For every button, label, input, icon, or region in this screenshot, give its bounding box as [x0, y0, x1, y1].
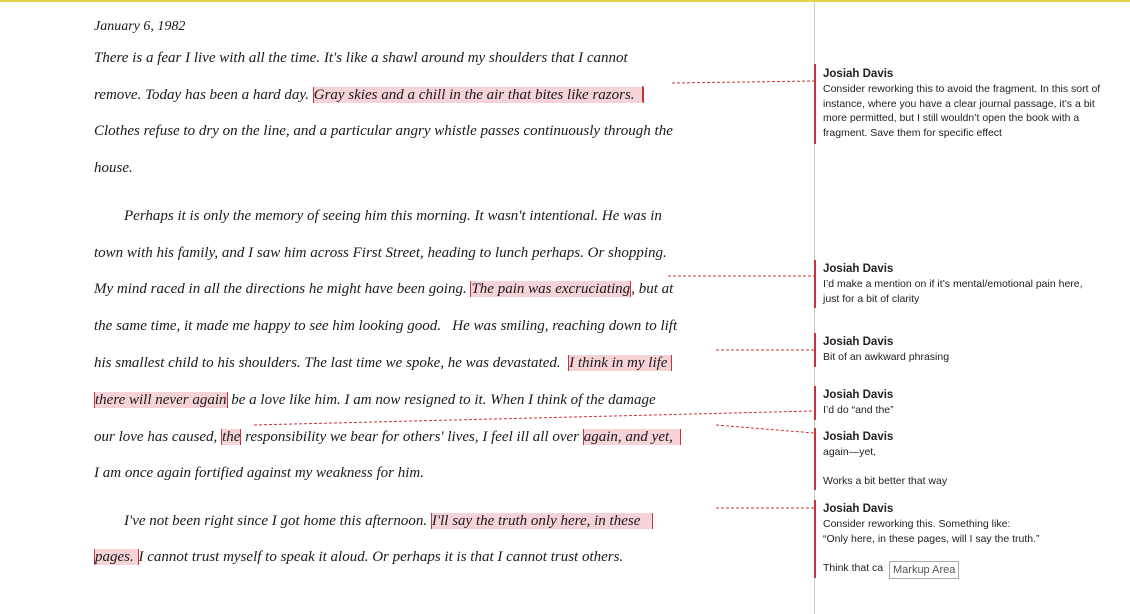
comment-text: again—yet, [823, 446, 877, 458]
comment-bar-1 [814, 64, 816, 144]
comment-text: more permitted, but I still wouldn’t open the book with a [823, 112, 1080, 124]
comment-bar-2 [814, 260, 816, 308]
comment-bar-6 [814, 500, 816, 578]
text-line-14[interactable]: pages. I cannot trust myself to speak it aloud. Or perhaps it is that I cannot trust others. [95, 549, 624, 565]
comment-bar-3 [814, 333, 816, 367]
comment-anchor-4[interactable]: the [222, 429, 241, 445]
journal-date: January 6, 1982 [94, 19, 186, 34]
text-line-12[interactable]: I am once again fortified against my weakness for him. [94, 465, 424, 481]
markup-area-tooltip: Markup Area [889, 561, 959, 579]
comment-text: fragment. Save them for specific effect [823, 126, 1002, 139]
text-line-1[interactable]: There is a fear I live with all the time. It's like a shawl around my shoulders that I cannot [94, 50, 628, 66]
comment-text [823, 460, 947, 475]
text-line-9[interactable]: his smallest child to his shoulders. The last time we spoke, he was devastated. I think in my life [94, 355, 672, 371]
comment-4[interactable] [823, 388, 894, 418]
text-line-8[interactable]: the same time, it made me happy to see him looking good. He was smiling, reaching down to lift [94, 318, 678, 334]
comment-anchor-1[interactable]: Gray skies and a chill in the air that bites like razors. [313, 87, 643, 103]
text-line-7[interactable]: My mind raced in all the directions he might have been going. The pain was excruciating, but at [94, 281, 674, 297]
comment-text: “Only here, in these pages, will I say the truth.” [823, 532, 1040, 545]
text-line-3[interactable]: Clothes refuse to dry on the line, and a particular angry whistle passes continuously through the [94, 123, 673, 139]
text-line-2[interactable]: remove. Today has been a hard day. Gray skies and a chill in the air that bites like razors. [94, 87, 643, 103]
comment-author: Josiah Davis [823, 263, 894, 275]
text-line-11[interactable]: our love has caused, the responsibility we bear for others' lives, I feel ill all over again, and yet, [94, 429, 681, 445]
comment-bar-4 [814, 386, 816, 420]
comment-text: Consider reworking this to avoid the fragment. In this sort of [823, 83, 1101, 95]
comment-text [823, 546, 1040, 561]
comment-5[interactable] [823, 430, 947, 489]
comment-anchor-3a[interactable]: I think in my life [569, 355, 672, 371]
comment-text: I’d make a mention on if it’s mental/emotional pain here, [823, 278, 1083, 290]
comment-text: instance, where you have a clear journal passage, it’s a bit [823, 97, 1095, 110]
comment-text: Bit of an awkward phrasing [823, 351, 950, 363]
comment-text: just for a bit of clarity [823, 292, 920, 305]
comment-text: Works a bit better that way [823, 475, 948, 487]
text-line-10[interactable]: there will never again be a love like him. I am now resigned to it. When I think of the damage [95, 392, 656, 408]
text-line-6[interactable]: town with his family, and I saw him across First Street, heading to lunch perhaps. Or shopping. [94, 245, 667, 261]
comment-text: Think that ca [823, 561, 884, 574]
comment-anchor-3b[interactable]: there will never again [95, 392, 227, 408]
text-line-5[interactable]: Perhaps it is only the memory of seeing him this morning. It wasn't intentional. He was in [94, 208, 662, 224]
comment-bar-5 [814, 428, 816, 490]
comment-text: Consider reworking this. Something like: [823, 518, 1011, 530]
comment-text: I’d do “and the” [823, 404, 894, 416]
comment-author: Josiah Davis [823, 431, 894, 443]
comment-2[interactable] [823, 262, 1083, 306]
comment-3[interactable] [823, 335, 949, 365]
comment-anchor-6b[interactable]: pages. [95, 549, 138, 565]
comment-author: Josiah Davis [823, 68, 894, 80]
comment-author: Josiah Davis [823, 336, 894, 348]
document-page[interactable] [0, 2, 814, 614]
comment-anchor-6a[interactable]: I'll say the truth only here, in these [431, 513, 652, 529]
comment-1[interactable] [823, 67, 1100, 140]
text-line-4[interactable]: house. [94, 160, 133, 176]
text-line-13[interactable]: I've not been right since I got home this afternoon. I'll say the truth only here, in these [94, 513, 652, 529]
comment-anchor-2[interactable]: The pain was excruciating [471, 281, 631, 297]
comment-anchor-5[interactable]: again, and yet, [583, 429, 681, 445]
comment-author: Josiah Davis [823, 503, 894, 515]
comment-author: Josiah Davis [823, 389, 894, 401]
